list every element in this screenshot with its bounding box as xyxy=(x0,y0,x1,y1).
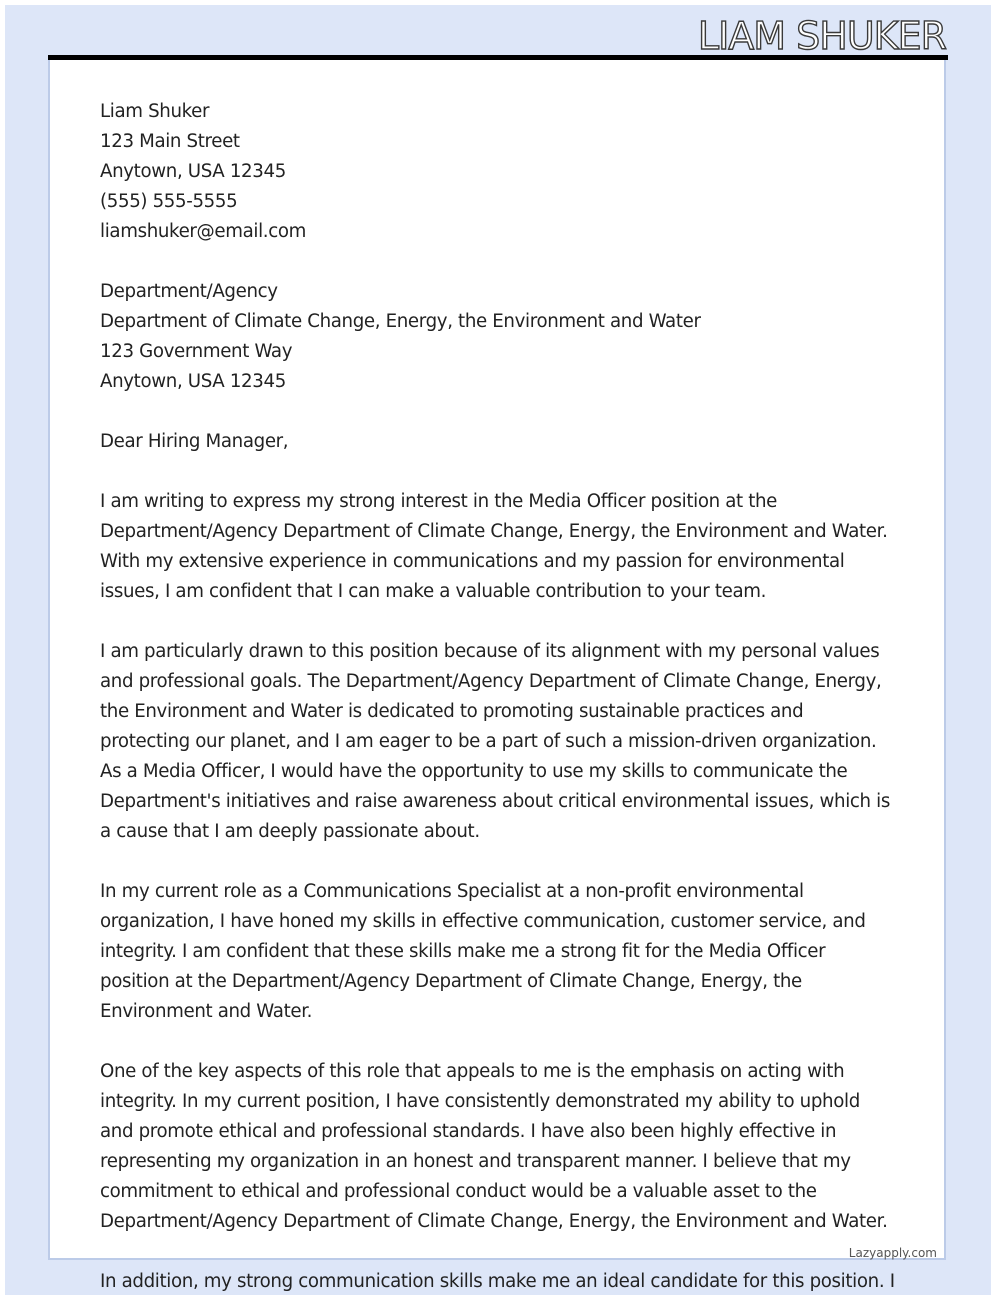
overflow-paragraph-line: In addition, my strong communication skills make me an ideal candidate for this position. I xyxy=(100,1271,895,1292)
sender-address-block xyxy=(100,97,910,247)
paragraph-line: integrity. In my current position, I have consistently demonstrated my ability to uphold xyxy=(100,1091,860,1112)
paragraph-line: issues, I am confident that I can make a valuable contribution to your team. xyxy=(100,581,767,602)
paragraphs-container xyxy=(100,487,910,1237)
sender-name: Liam Shuker xyxy=(100,101,210,122)
paragraph-line: a cause that I am deeply passionate about. xyxy=(100,821,480,842)
body-paragraph xyxy=(100,877,910,1027)
body-paragraph xyxy=(100,487,910,607)
paragraph-line: position at the Department/Agency Department of Climate Change, Energy, the xyxy=(100,971,802,992)
sender-street: 123 Main Street xyxy=(100,131,240,152)
paragraph-line: representing my organization in an honest and transparent manner. I believe that my xyxy=(100,1151,851,1172)
letter-body xyxy=(100,97,910,1267)
paragraph-line: As a Media Officer, I would have the opportunity to use my skills to communicate the xyxy=(100,761,848,782)
paragraph-line: Department/Agency Department of Climate Change, Energy, the Environment and Water. xyxy=(100,521,888,542)
paragraph-line: commitment to ethical and professional conduct would be a valuable asset to the xyxy=(100,1181,817,1202)
paragraph-line: protecting our planet, and I am eager to be a part of such a mission-driven organization. xyxy=(100,731,877,752)
body-paragraph xyxy=(100,637,910,847)
paragraph-line: the Environment and Water is dedicated to promoting sustainable practices and xyxy=(100,701,804,722)
body-paragraph xyxy=(100,1057,910,1237)
paragraph-line: I am writing to express my strong interest in the Media Officer position at the xyxy=(100,491,778,512)
paragraph-line: One of the key aspects of this role that appeals to me is the emphasis on acting with xyxy=(100,1061,845,1082)
paragraph-line: I am particularly drawn to this position because of its alignment with my personal values xyxy=(100,641,880,662)
paragraph-line: and promote ethical and professional standards. I have also been highly effective in xyxy=(100,1121,837,1142)
paragraph-line: With my extensive experience in communications and my passion for environmental xyxy=(100,551,845,572)
paragraph-line: and professional goals. The Department/Agency Department of Climate Change, Energy, xyxy=(100,671,882,692)
paragraph-line: Department/Agency Department of Climate Change, Energy, the Environment and Water. xyxy=(100,1211,888,1232)
paragraph-line: Department's initiatives and raise awareness about critical environmental issues, which is xyxy=(100,791,890,812)
paragraph-line: organization, I have honed my skills in effective communication, customer service, and xyxy=(100,911,866,932)
sender-city: Anytown, USA 12345 xyxy=(100,161,286,182)
paragraph-line: Environment and Water. xyxy=(100,1001,313,1022)
sender-email: liamshuker@email.com xyxy=(100,221,307,242)
applicant-name-heading: LIAM SHUKER xyxy=(697,14,946,58)
recipient-line2: Department of Climate Change, Energy, the Environment and Water xyxy=(100,311,701,332)
footer-credit: Lazyapply.com xyxy=(848,1246,937,1260)
recipient-city: Anytown, USA 12345 xyxy=(100,371,286,392)
salutation-block xyxy=(100,427,910,457)
recipient-street: 123 Government Way xyxy=(100,341,293,362)
recipient-line1: Department/Agency xyxy=(100,281,278,302)
recipient-address-block xyxy=(100,277,910,397)
paragraph-line: In my current role as a Communications Specialist at a non-profit environmental xyxy=(100,881,804,902)
sender-phone: (555) 555-5555 xyxy=(100,191,238,212)
salutation: Dear Hiring Manager, xyxy=(100,431,289,452)
paragraph-line: integrity. I am confident that these skills make me a strong fit for the Media Officer xyxy=(100,941,826,962)
